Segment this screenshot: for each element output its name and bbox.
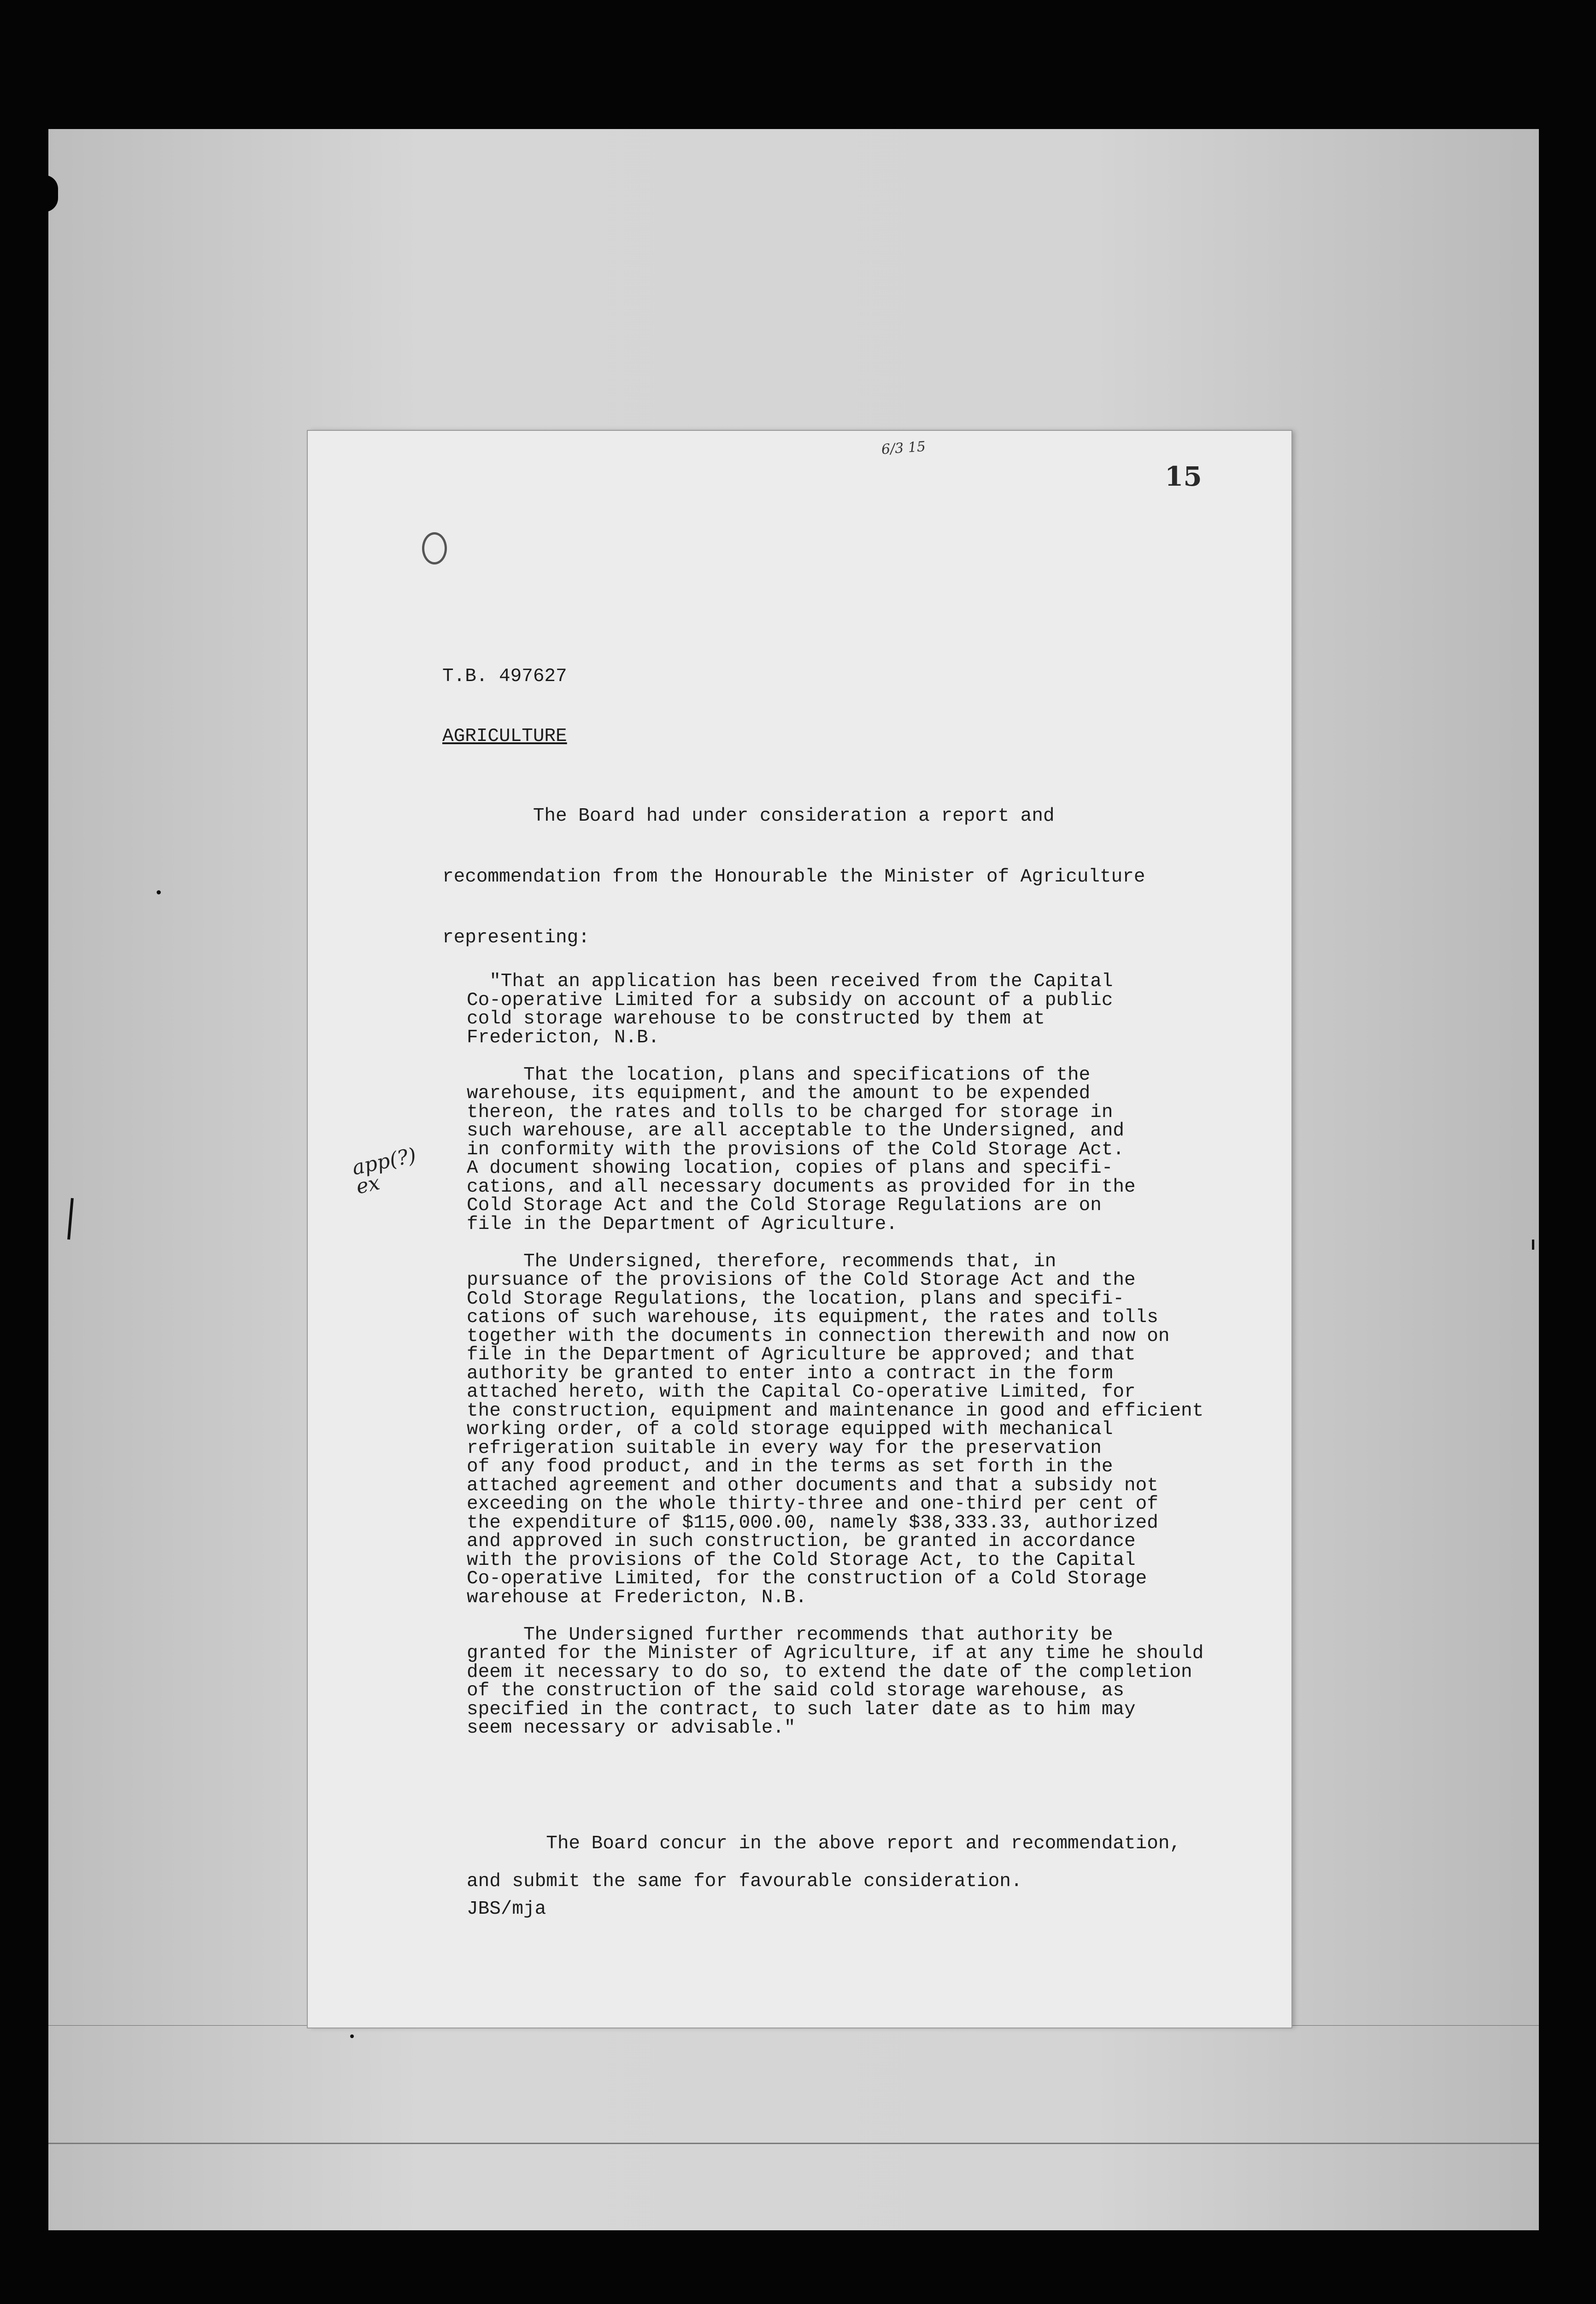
- film-mark: [1532, 1240, 1534, 1250]
- page-number: 15: [1165, 461, 1202, 492]
- intro-paragraph: The Board had under consideration a report and recommendation from the Honourable the Minister of Agriculture representing:: [442, 805, 1145, 948]
- handwritten-stamp-note: 6/3 15: [880, 438, 927, 458]
- film-speck: [157, 890, 161, 894]
- punch-hole: [422, 532, 447, 564]
- quoted-report: "That an application has been received from the Capital Co-operative Limited for a subsidy on account of a public cold storage warehouse to be constructed by them at Fredericton, N.B. That the location, plans and specifications of the warehouse, its equipment, and the amount to be expended thereon, the rates and tolls to be charged for storage in such warehouse, are all acceptable to the Undersigned, and in conformity with the provisions of the Cold Storage Act. A document showing location, copies of plans and specifi- cations, and all necessary documents as provided for in the Cold Storage Act and the Cold Storage Regulations are on file in the Department of Agriculture. The Undersigned, therefore, recommends that, in pursuance of the provisions of the Cold Storage Act and the Cold Storage Regulations, the location, plans and specifi- cations of such warehouse, its equipment, the rates and tolls together with the documents in connection therewith and now on file in the Department of Agriculture be approved; and that authority be granted to enter into a contract in the form attached hereto, with the Capital Co-operative Limited, for the construction, equipment and maintenance in good and efficient working order, of a cold storage equipped with mechanical refrigeration suitable in every way for the preservation of any food product, and in the terms as set forth in the attached agreement and other documents and that a subsidy not exceeding on the whole thirty-three and one-third per cent of the expenditure of $115,000.00, namely $38,333.33, authorized and approved in such construction, be granted in accordance with the provisions of the Cold Storage Act, to the Capital Co-operative Limited, for the construction of a Cold Storage warehouse at Fredericton, N.B. The Undersigned further recommends that authority be granted for the Minister of Agriculture, if at any time he should deem it necessary to do so, to extend the date of the completion of the construction of the said cold storage warehouse, as specified in the contract, to such later date as to him may seem necessary or advisable.": [467, 971, 1204, 1739]
- film-speck: [350, 2034, 354, 2038]
- document-heading: AGRICULTURE: [442, 726, 567, 747]
- document-page: [308, 431, 1291, 2028]
- typist-initials: JBS/mja: [467, 1898, 546, 1920]
- reference-number: T.B. 497627: [442, 666, 567, 687]
- handwritten-margin-note: app(?) ex: [350, 1143, 418, 1199]
- scan-divider-line: [48, 2143, 1539, 2144]
- closing-paragraph: The Board concur in the above report and recommendation, and submit the same for favourable consideration.: [467, 1833, 1181, 1892]
